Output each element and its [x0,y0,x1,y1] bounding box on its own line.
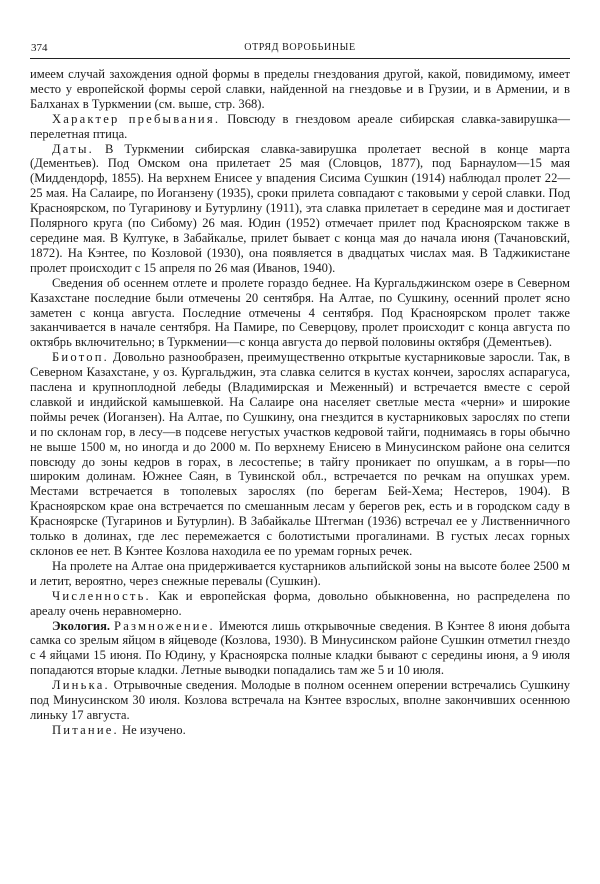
paragraph-abundance: Численность. Как и европейская форма, довольно обыкновенна, но распределена по ареалу очень неравномерно. [30,588,570,618]
paragraph-biotope: Биотоп. Довольно разнообразен, преимущественно открытые кустарниковые заросли. Так, в Северном Казахстане, у оз. Кургальджин, эта славка селится в кустах кончеи, зарослях аспарагуса, паслена и крупноплодной лебеды (Владимирская и Меженный) и встречается вместе с серой славкой и индийской камышевкой. На Салаире она населяет светлые места «черни» и широкие поймы речек (Иоганзен). На Алтае, по Сушкину, она гнездится в кустарниковых зарослях по степи и по склонам гор, в лесу—в подсеве негустых участков кедровой тайги, поднимаясь в горы обычно не выше 1500 м, но иногда и до 2000 м. По верхнему Енисею в Минусинском районе она селится повсюду до зоны кедров в горах, в лесостепье; в тайгу проникает по опушкам, а в горы—по широким долинам. Южнее Саян, в Тувинской обл., встречается по речкам на опушках урем. Местами встречается в тополевых зарослях (по берегам Бей-Хема; Нестеров, 1904). В Красноярском крае она встречается по смешанным лесам у берегов рек, есть и в городском саду в Красноярске (Тугаринов и Бутурлин). В Забайкалье Штегман (1936) встречал ее у Лиственничного только в долинах, где лес перемежается с болотистыми прогалинами. В густых лесах горных склонов ее нет. В Кэнтее Козлова находила ее по уремам горных речек. [30,350,570,558]
book-page [30,40,570,738]
section-lead: Даты. [52,141,94,156]
page-number: 374 [31,42,48,54]
paragraph-food: Питание. Не изучено. [52,722,186,737]
paragraph-ecology: Экология. Размножение. Имеются лишь открывочные сведения. В Кэнтее 8 июня добыта самка со зрелым яйцом в яйцеводе (Козлова, 1930). В Минусинском районе Сушкин отметил гнездо с 4 яйцами 15 июня. По Юдину, у Красноярска полные кладки бывают с середины июня, а 9 июля попадаются вторые кладки. Летные выводки попадались там же 5 и 10 июля. [30,618,570,678]
section-lead: Питание. [52,722,119,737]
page-body [30,67,570,738]
header-rule [30,58,570,59]
paragraph-migration-altai: На пролете на Алтае она придерживается кустарников альпийской зоны на высоте более 2500 м и летит, вероятно, через снежные перевалы (Сушкин). [30,558,570,588]
section-lead: Биотоп. [52,350,110,365]
running-title: ОТРЯД ВОРОБЬИНЫЕ [244,42,356,53]
paragraph-moult: Линька. Отрывочные сведения. Молодые в полном осеннем оперении встречались Сушкину под Минусинском 30 июля. Козлова встречала на Кэнтее взрослых, вполне закончивших осеннюю линьку 17 августа. [30,678,570,722]
section-lead: Размножение. [114,618,215,633]
section-lead-bold: Экология. [52,618,111,633]
section-lead: Линька. [52,678,110,693]
paragraph-residence: Характер пребывания. Повсюду в гнездовом ареале сибирская славка-завирушка—перелетная птица. [30,111,570,141]
section-lead: Численность. [52,588,151,603]
page-header [30,40,570,56]
paragraph-autumn: Сведения об осеннем отлете и пролете гораздо беднее. На Кургальджинском озере в Северном Казахстане последние были отмечены 20 сентября. На Алтае, по Сушкину, осенний пролет ясно заметен с конца августа. Последние отмечены 4 сентября. Под Красноярском пролет также заканчивается в начале сентября. На Памире, по Северцову, пролет происходит с конца августа по октябрь включительно; в Туркмении—с конца августа до первой половины октября (Дементьев). [30,275,570,350]
paragraph-continuation: имеем случай захождения одной формы в пределы гнездования другой, какой, повидимому, имеет место у европейской формы серой славки, найденной на гнездовье и в Грузии, и в Армении, и в Балханах в Туркмении (см. выше, стр. 368). [30,67,570,111]
section-lead: Характер пребывания. [52,111,221,126]
paragraph-dates: Даты. В Туркмении сибирская славка-завирушка пролетает весной в конце марта (Дементьев). Под Омском она прилетает 25 мая (Словцов, 1877), под Барнаулом—15 мая (Миддендорф, 1855). На верхнем Енисее у впадения Сисима Сушкин (1914) наблюдал пролет 22—25 мая. На Салаире, по Иоганзену (1935), сроки прилета совпадают с таковыми у серой славки. Под Красноярском, по Тугаринову и Бутурлину (1911), эта славка прилетает в середине мая и достигает Полярного круга (по Сибому) 26 мая. Юдин (1952) отмечает прилет под Красноярском также в середине мая. В Култуке, в Забайкалье, прилет бывает с конца мая до начала июня (Тачановский, 1872). На Кэнтее, по Козловой (1930), она появляется в двадцатых числах мая. В Таджикистане пролет происходит с 15 апреля по 26 мая (Иванов, 1940). [30,141,570,275]
